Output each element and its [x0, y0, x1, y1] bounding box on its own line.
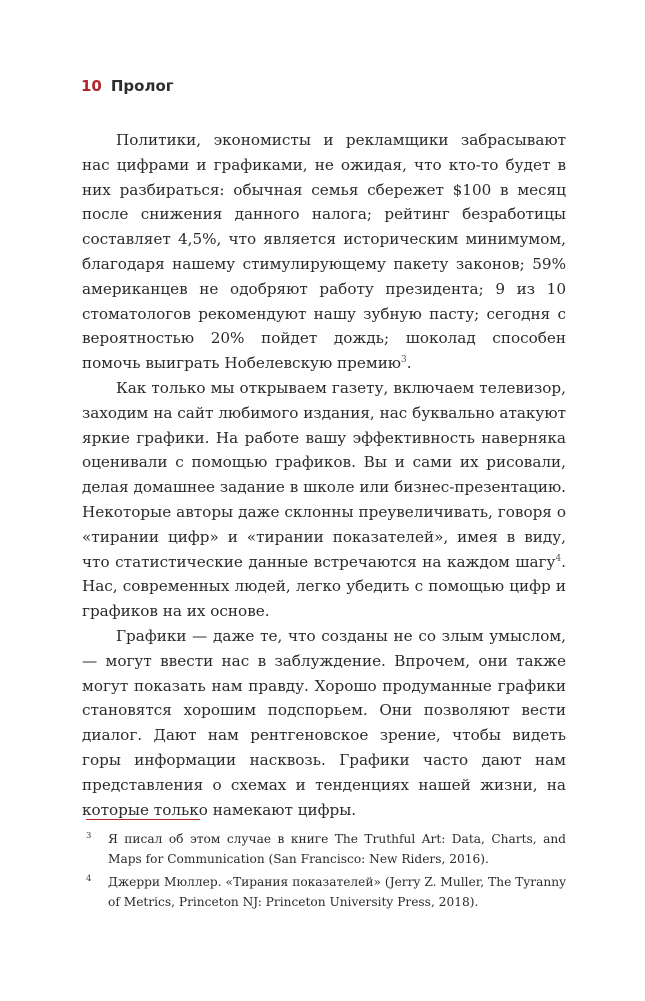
- footnote-divider: [86, 819, 200, 820]
- paragraph-2: [82, 376, 566, 624]
- paragraph-3: [82, 624, 566, 822]
- footnote-3: [86, 829, 566, 869]
- footnote-text: Джерри Мюллер. «Тирания показателей» (Jerry Z. Muller, The Tyranny of Metrics, Princeton NJ: Princeton University Press, 2018).: [108, 875, 566, 909]
- paragraph-1-text: Политики, экономисты и рекламщики забрасывают нас цифрами и графиками, не ожидая, что кто-то будет в них разбираться: обычная семья сбережет $100 в месяц после снижения данного налога; рейтинг безработицы составляет 4,5%, что является историческим минимумом, благодаря нашему стимулирующему пакету законов; 59% американцев не одобряют работу президента; 9 из 10 стоматологов рекомендуют нашу зубную пасту; сегодня с вероятностью 20% пойдет дождь; шоколад способен помочь выиграть Нобелевскую премию: [82, 131, 566, 373]
- footnote-4: [86, 872, 566, 912]
- chapter-title: Пролог: [110, 77, 174, 95]
- footnote-ref-3: 3: [401, 355, 407, 366]
- footnote-mark: 4: [86, 874, 92, 884]
- paragraph-1-tail: .: [406, 354, 412, 373]
- paragraph-2-tail: . Нас, современных людей, легко убедить с помощью цифр и графиков на их основе.: [82, 552, 566, 621]
- body-text: [82, 128, 566, 822]
- footnote-ref-4: 4: [555, 553, 562, 564]
- footnote-text: Я писал об этом случае в книге The Truthful Art: Data, Charts, and Maps for Communication (San Francisco: New Riders, 2016).: [108, 832, 566, 866]
- running-head: [81, 77, 174, 99]
- footnote-mark: 3: [86, 831, 92, 841]
- footnotes: [86, 829, 566, 915]
- page-number: 10: [81, 77, 102, 95]
- paragraph-2-text: Как только мы открываем газету, включаем телевизор, заходим на сайт любимого издания, нас буквально атакуют яркие графики. На работе вашу эффективность наверняка оценивали с помощью графиков. Вы и сами их рисовали, делая домашнее задание в школе или бизнес-презентацию. Некоторые авторы даже склонны преувеличивать, говоря о «тирании цифр» и «тирании показателей», имея в виду, что статистические данные встречаются на каждом шагу: [82, 378, 566, 571]
- paragraph-1: [82, 128, 566, 376]
- paragraph-3-text: Графики — даже те, что созданы не со злым умыслом, — могут ввести нас в заблуждение. Впрочем, они также могут показать нам правду. Хорошо продуманные графики становятся хорошим подспорьем. Они позволяют вести диалог. Дают нам рентгеновское зрение, чтобы видеть горы информации насквозь. Графики часто дают нам представления о схемах и тенденциях нашей жизни, на которые только намекают цифры.: [82, 626, 566, 819]
